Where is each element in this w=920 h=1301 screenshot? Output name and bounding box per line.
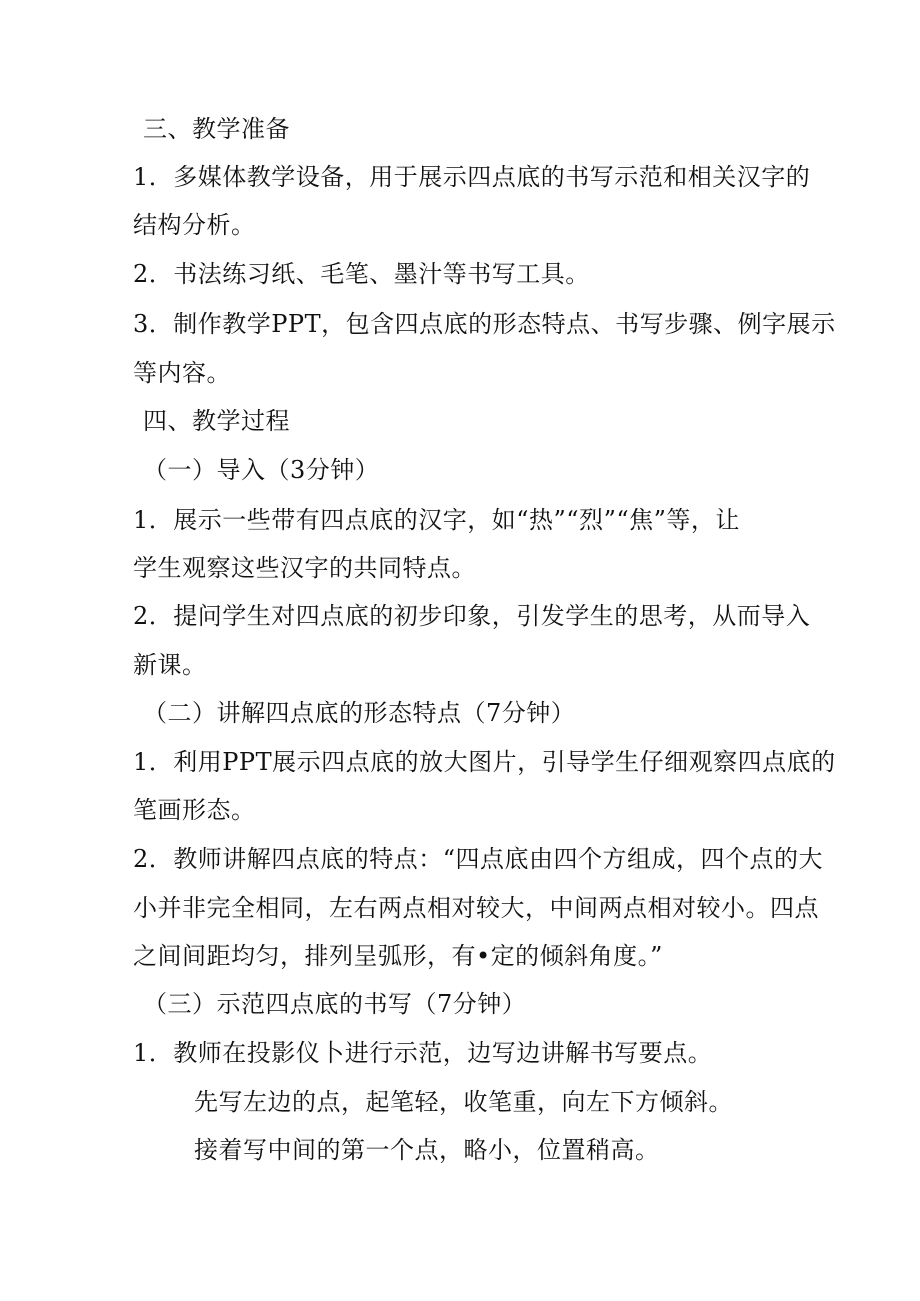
subsection-heading-demonstration: （三）示范四点底的书写（7分钟） <box>143 990 527 1018</box>
paragraph-line: 2．提问学生对四点底的初步印象，引发学生的思考，从而导入 <box>133 602 811 630</box>
paragraph-line: 2．书法练习纸、毛笔、墨汁等书写工具。 <box>133 260 590 288</box>
paragraph-line: 小并非完全相同，左右两点相对较大，中间两点相对较小。四点 <box>133 894 819 922</box>
paragraph-line: 3．制作教学PPT，包含四点底的形态特点、书写步骤、例字展示 <box>133 310 836 338</box>
paragraph-line: 等内容。 <box>133 359 231 387</box>
paragraph-line: 之间间距均匀，排列呈弧形，有•定的倾斜角度。” <box>133 942 663 970</box>
paragraph-line: 1．教师在投影仪卜进行示范，边写边讲解书写要点。 <box>133 1039 713 1067</box>
paragraph-line: 笔画形态。 <box>133 796 256 824</box>
subsection-heading-intro: （一）导入（3分钟） <box>143 456 380 484</box>
paragraph-line: 新课。 <box>133 651 207 679</box>
section-heading-preparation: 三、教学准备 <box>143 115 290 143</box>
paragraph-line: 1．利用PPT展示四点底的放大图片，引导学生仔细观察四点底的 <box>133 748 836 776</box>
paragraph-line: 学生观察这些汉字的共同特点。 <box>133 554 476 582</box>
paragraph-line: 1．展示一些带有四点底的汉字，如“热”“烈”“焦”等，让 <box>133 506 740 534</box>
paragraph-line: 1．多媒体教学设备，用于展示四点底的书写示范和相关汉字的 <box>133 163 811 191</box>
paragraph-line: 2．教师讲解四点底的特点：“四点底由四个方组成，四个点的大 <box>133 845 824 873</box>
subsection-heading-features: （二）讲解四点底的形态特点（7分钟） <box>143 699 576 727</box>
paragraph-line-indented: 先写左边的点，起笔轻，收笔重，向左下方倾斜。 <box>194 1088 733 1116</box>
paragraph-line: 结构分析。 <box>133 211 256 239</box>
paragraph-line-indented: 接着写中间的第一个点，略小，位置稍高。 <box>194 1136 660 1164</box>
section-heading-process: 四、教学过程 <box>143 407 290 435</box>
